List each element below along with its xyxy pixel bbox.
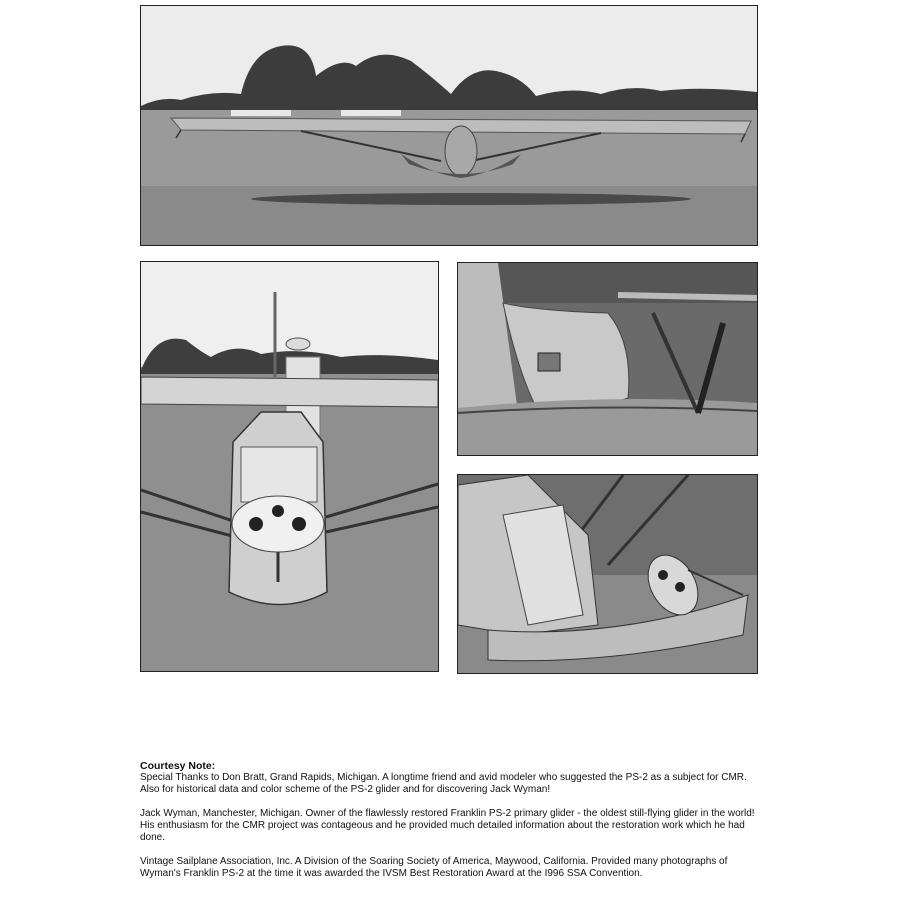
glider-front-view-image	[141, 6, 757, 245]
notes-vintage-sailplane: Vintage Sailplane Association, Inc. A Division of the Soaring Society of America, Maywood, California. Provided many photographs of Wyman's Franklin PS-2 at the time it was awarded the IVSM Best Restoration Award at the I996 SSA Convention.	[140, 856, 728, 879]
cockpit-seat-closeup-image	[458, 263, 757, 455]
notes-thanks-line-2: Also for historical data and color scheme of the PS-2 glider and for discovering Jack Wyman!	[140, 784, 551, 795]
cockpit-side-view-image	[458, 475, 757, 673]
glider-nose-with-pilot-image	[141, 262, 438, 671]
courtesy-notes	[140, 760, 760, 880]
photo-glider-nose-with-pilot	[140, 261, 439, 672]
photo-cockpit-seat-closeup	[457, 262, 758, 456]
notes-heading: Courtesy Note:	[140, 760, 216, 772]
photo-glider-front-view	[140, 5, 758, 246]
notes-thanks-line-1: Special Thanks to Don Bratt, Grand Rapids, Michigan. A longtime friend and avid modeler who suggested the PS-2 as a subject for CMR.	[140, 772, 747, 783]
photo-cockpit-side-view	[457, 474, 758, 674]
notes-jack-wyman: Jack Wyman, Manchester, Michigan. Owner of the flawlessly restored Franklin PS-2 primary glider - the oldest still-flying glider in the world! His enthusiasm for the CMR project was contageous and he provided much detailed information about the restoration work which he had done.	[140, 808, 755, 843]
